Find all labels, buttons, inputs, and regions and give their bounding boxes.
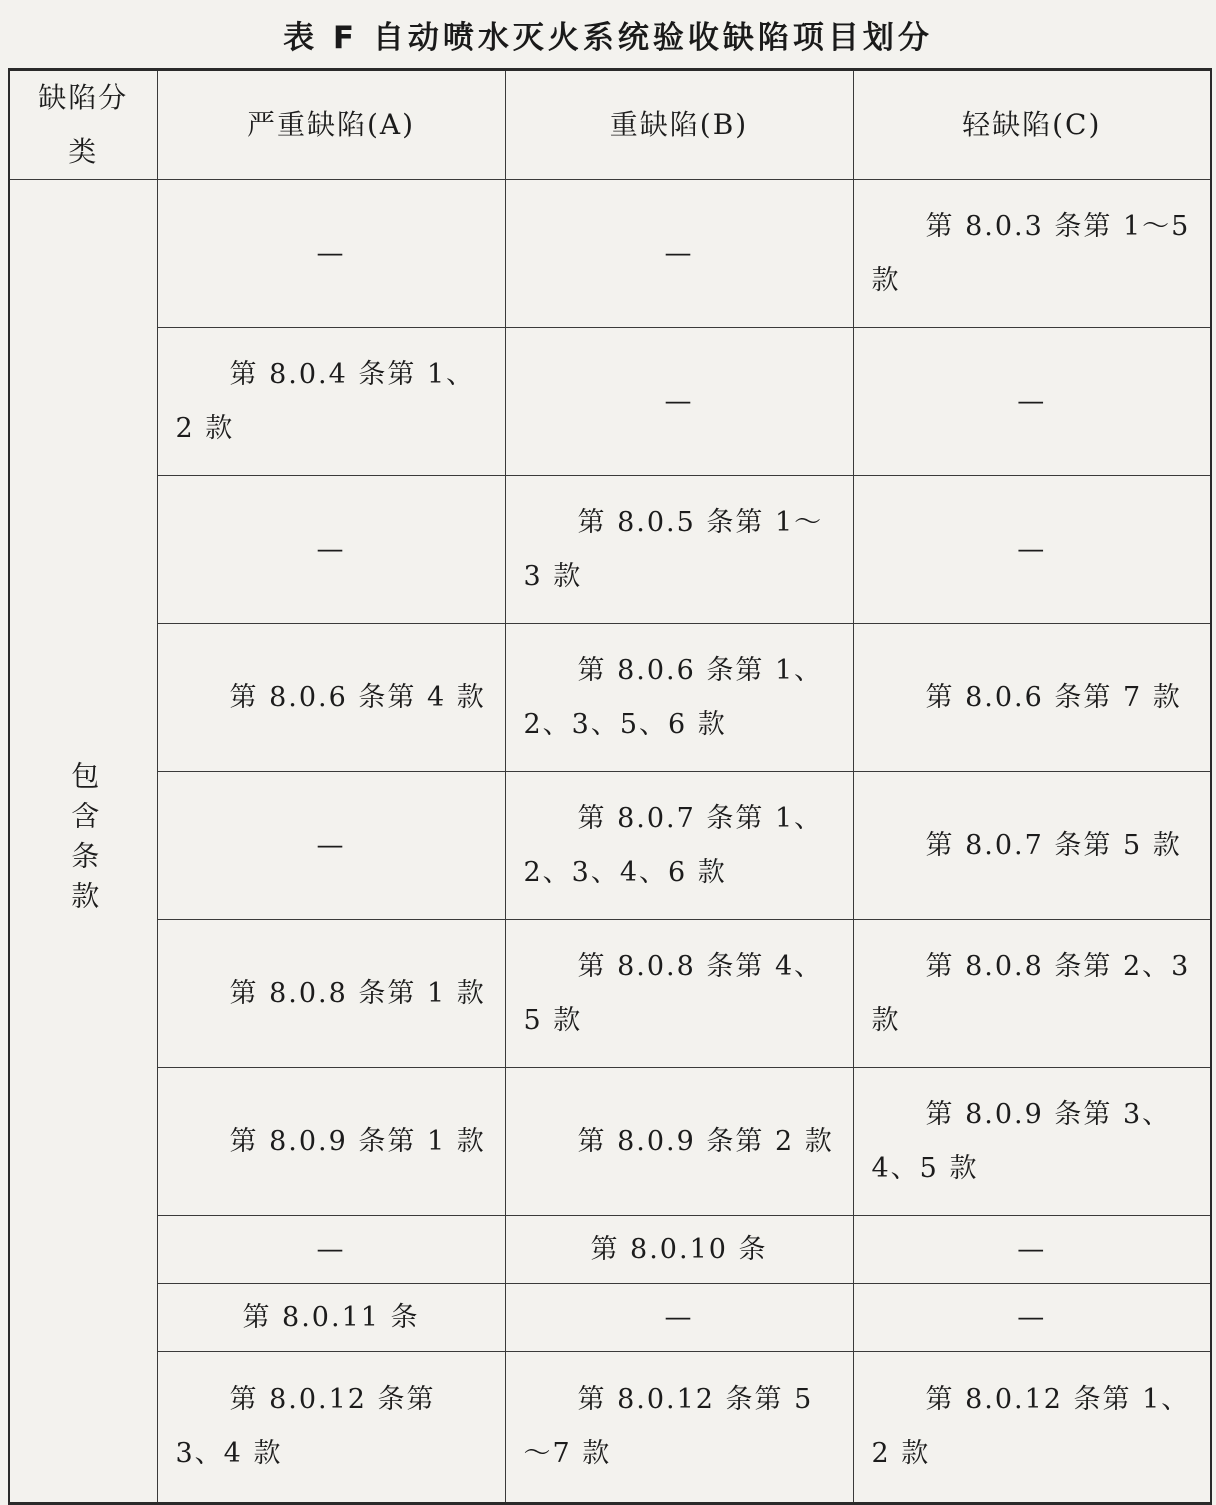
row-2-minor: — xyxy=(853,328,1211,476)
table-row xyxy=(9,1068,1211,1216)
header-category: 缺陷分类 xyxy=(9,70,157,180)
side-label: 包含条款 xyxy=(67,761,101,921)
defect-classification-table xyxy=(8,68,1212,1505)
header-minor-defect: 轻缺陷(C) xyxy=(853,70,1211,180)
header-major-defect: 重缺陷(B) xyxy=(505,70,853,180)
table-row xyxy=(9,624,1211,772)
table-row xyxy=(9,1284,1211,1352)
row-4-severe: 第 8.0.6 条第 4 款 xyxy=(157,624,505,772)
row-2-severe: 第 8.0.4 条第 1、2 款 xyxy=(157,328,505,476)
table-row xyxy=(9,772,1211,920)
row-6-major: 第 8.0.8 条第 4、5 款 xyxy=(505,920,853,1068)
table-body xyxy=(9,180,1211,1504)
table-row xyxy=(9,1216,1211,1284)
row-10-major: 第 8.0.12 条第 5～7 款 xyxy=(505,1352,853,1504)
row-5-minor: 第 8.0.7 条第 5 款 xyxy=(853,772,1211,920)
table-row xyxy=(9,180,1211,328)
row-8-major: 第 8.0.10 条 xyxy=(505,1216,853,1284)
header-severe-defect: 严重缺陷(A) xyxy=(157,70,505,180)
row-2-major: — xyxy=(505,328,853,476)
row-5-severe: — xyxy=(157,772,505,920)
row-10-severe: 第 8.0.12 条第 3、4 款 xyxy=(157,1352,505,1504)
row-8-severe: — xyxy=(157,1216,505,1284)
row-9-severe: 第 8.0.11 条 xyxy=(157,1284,505,1352)
table-row xyxy=(9,328,1211,476)
row-7-minor: 第 8.0.9 条第 3、4、5 款 xyxy=(853,1068,1211,1216)
row-6-minor: 第 8.0.8 条第 2、3 款 xyxy=(853,920,1211,1068)
row-1-major: — xyxy=(505,180,853,328)
row-5-major: 第 8.0.7 条第 1、2、3、4、6 款 xyxy=(505,772,853,920)
row-7-major: 第 8.0.9 条第 2 款 xyxy=(505,1068,853,1216)
row-3-minor: — xyxy=(853,476,1211,624)
table-row xyxy=(9,476,1211,624)
row-4-minor: 第 8.0.6 条第 7 款 xyxy=(853,624,1211,772)
row-6-severe: 第 8.0.8 条第 1 款 xyxy=(157,920,505,1068)
row-10-minor: 第 8.0.12 条第 1、2 款 xyxy=(853,1352,1211,1504)
table-title: 表 F 自动喷水灭火系统验收缺陷项目划分 xyxy=(283,20,933,56)
row-9-major: — xyxy=(505,1284,853,1352)
side-label-cell xyxy=(9,180,157,1504)
row-1-severe: — xyxy=(157,180,505,328)
row-3-major: 第 8.0.5 条第 1～3 款 xyxy=(505,476,853,624)
table-header-row xyxy=(9,70,1211,180)
table-row xyxy=(9,1352,1211,1504)
row-3-severe: — xyxy=(157,476,505,624)
row-4-major: 第 8.0.6 条第 1、2、3、5、6 款 xyxy=(505,624,853,772)
row-8-minor: — xyxy=(853,1216,1211,1284)
table-row xyxy=(9,920,1211,1068)
row-1-minor: 第 8.0.3 条第 1～5 款 xyxy=(853,180,1211,328)
row-9-minor: — xyxy=(853,1284,1211,1352)
row-7-severe: 第 8.0.9 条第 1 款 xyxy=(157,1068,505,1216)
